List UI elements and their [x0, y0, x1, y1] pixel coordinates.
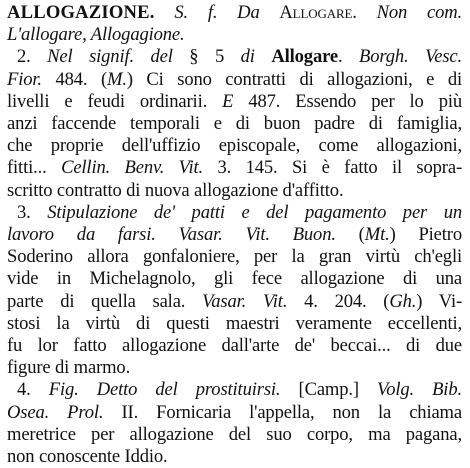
entry-line — [7, 2, 462, 24]
italic-text: Stipulazione de' patti e del pagamento per un — [47, 201, 462, 223]
text-run: stosi la virtù di questi maestri veramente eccellenti, — [7, 312, 462, 334]
entry-line — [7, 180, 462, 202]
italic-text: S. f. Da — [174, 2, 260, 23]
text-run — [357, 2, 377, 23]
text-run: scritto contratto di nuova allogazione d'affitto. — [7, 179, 344, 201]
italic-text: Mt. — [364, 224, 390, 246]
text-run: figure di marmo. — [7, 357, 131, 379]
text-run: [Camp.] — [280, 379, 378, 401]
bold-text: Allogare — [271, 46, 338, 68]
entry-line — [7, 313, 462, 335]
entry-line — [7, 224, 462, 246]
entry-line — [7, 24, 462, 46]
text-run: 2. — [17, 46, 48, 68]
text-run: ( — [335, 224, 365, 246]
text-run: 3. 145. Si è fatto il sopra- — [203, 157, 462, 179]
text-run: fu lor fatto allogazione dall'arte de' beccai... di due — [7, 335, 462, 357]
italic-text: Vasar. Vit. — [202, 290, 288, 312]
entry-line — [7, 402, 462, 424]
entry-line — [7, 46, 462, 68]
entry-line — [7, 268, 462, 290]
text-run: 4. — [17, 379, 49, 401]
text-run: 4. 204. ( — [287, 290, 390, 312]
italic-text: Gh. — [389, 290, 417, 312]
text-run — [260, 2, 280, 23]
text-run: ) Pietro — [389, 224, 462, 246]
text-run: vide in Michelagnolo, gli fece allogazione di una — [7, 268, 462, 290]
italic-text: Fior. — [7, 68, 42, 90]
entry-line — [7, 357, 462, 379]
text-run: anzi faccende temporali e di buon padre di famiglia, — [7, 113, 462, 135]
text-run: § 5 — [172, 46, 241, 68]
entry-text-block — [7, 2, 462, 468]
text-run: meretrice per allogazione del suo corpo, ma pagana, — [7, 423, 462, 445]
entry-line — [7, 135, 462, 157]
text-run: che proprie dell'uffizio episcopale, come allogazioni, — [7, 135, 462, 157]
text-run — [255, 46, 272, 67]
italic-text: Cellin. Benv. Vit. — [61, 157, 204, 179]
text-run: 3. — [17, 201, 48, 223]
entry-line — [7, 202, 462, 224]
entry-line — [7, 446, 462, 468]
text-run: 484. ( — [41, 68, 107, 90]
text-run: livelli e feudi ordinarii. — [7, 90, 223, 112]
entry-line — [7, 424, 462, 446]
entry-line — [7, 91, 462, 113]
headword: ALLOGAZIONE. — [7, 2, 155, 23]
italic-text: Volg. Bib. — [377, 379, 462, 401]
text-run: Soderino allora gonfaloniere, per la gran virtù ch'egli — [7, 246, 462, 268]
italic-text: lavoro da farsi. Vasar. Vit. Buon. — [7, 224, 336, 246]
text-run: ) Ci sono contratti di allogazioni, e di — [126, 68, 462, 90]
italic-text: Nel signif. del — [47, 46, 173, 68]
small-caps-text: Allogare. — [279, 2, 357, 23]
entry-line — [7, 379, 462, 401]
entry-line — [7, 246, 462, 268]
entry-line — [7, 69, 462, 91]
italic-text: E — [222, 90, 234, 112]
text-run — [155, 2, 175, 23]
text-run: parte di quella sala. — [7, 290, 203, 312]
italic-text: Fig. Detto del prostituirsi. — [48, 379, 281, 401]
italic-text: Non com. — [376, 2, 462, 23]
italic-text: M. — [106, 68, 127, 90]
italic-text: di — [240, 46, 255, 68]
text-run: . — [337, 46, 359, 68]
text-run: non conoscente Iddio. — [7, 446, 168, 468]
entry-line — [7, 157, 462, 179]
entry-line — [7, 291, 462, 313]
italic-text: Osea. Prol. — [7, 401, 104, 423]
italic-text: Borgh. Vesc. — [359, 46, 462, 68]
entry-line — [7, 113, 462, 135]
text-run: fitti... — [7, 157, 62, 179]
italic-text: L'allogare, Allogagione. — [7, 24, 185, 46]
entry-line — [7, 335, 462, 357]
text-run: II. Fornicaria l'appella, non la chiama — [103, 401, 462, 423]
text-run: ) Vi- — [416, 290, 463, 312]
text-run: 487. Essendo per lo più — [233, 90, 462, 112]
